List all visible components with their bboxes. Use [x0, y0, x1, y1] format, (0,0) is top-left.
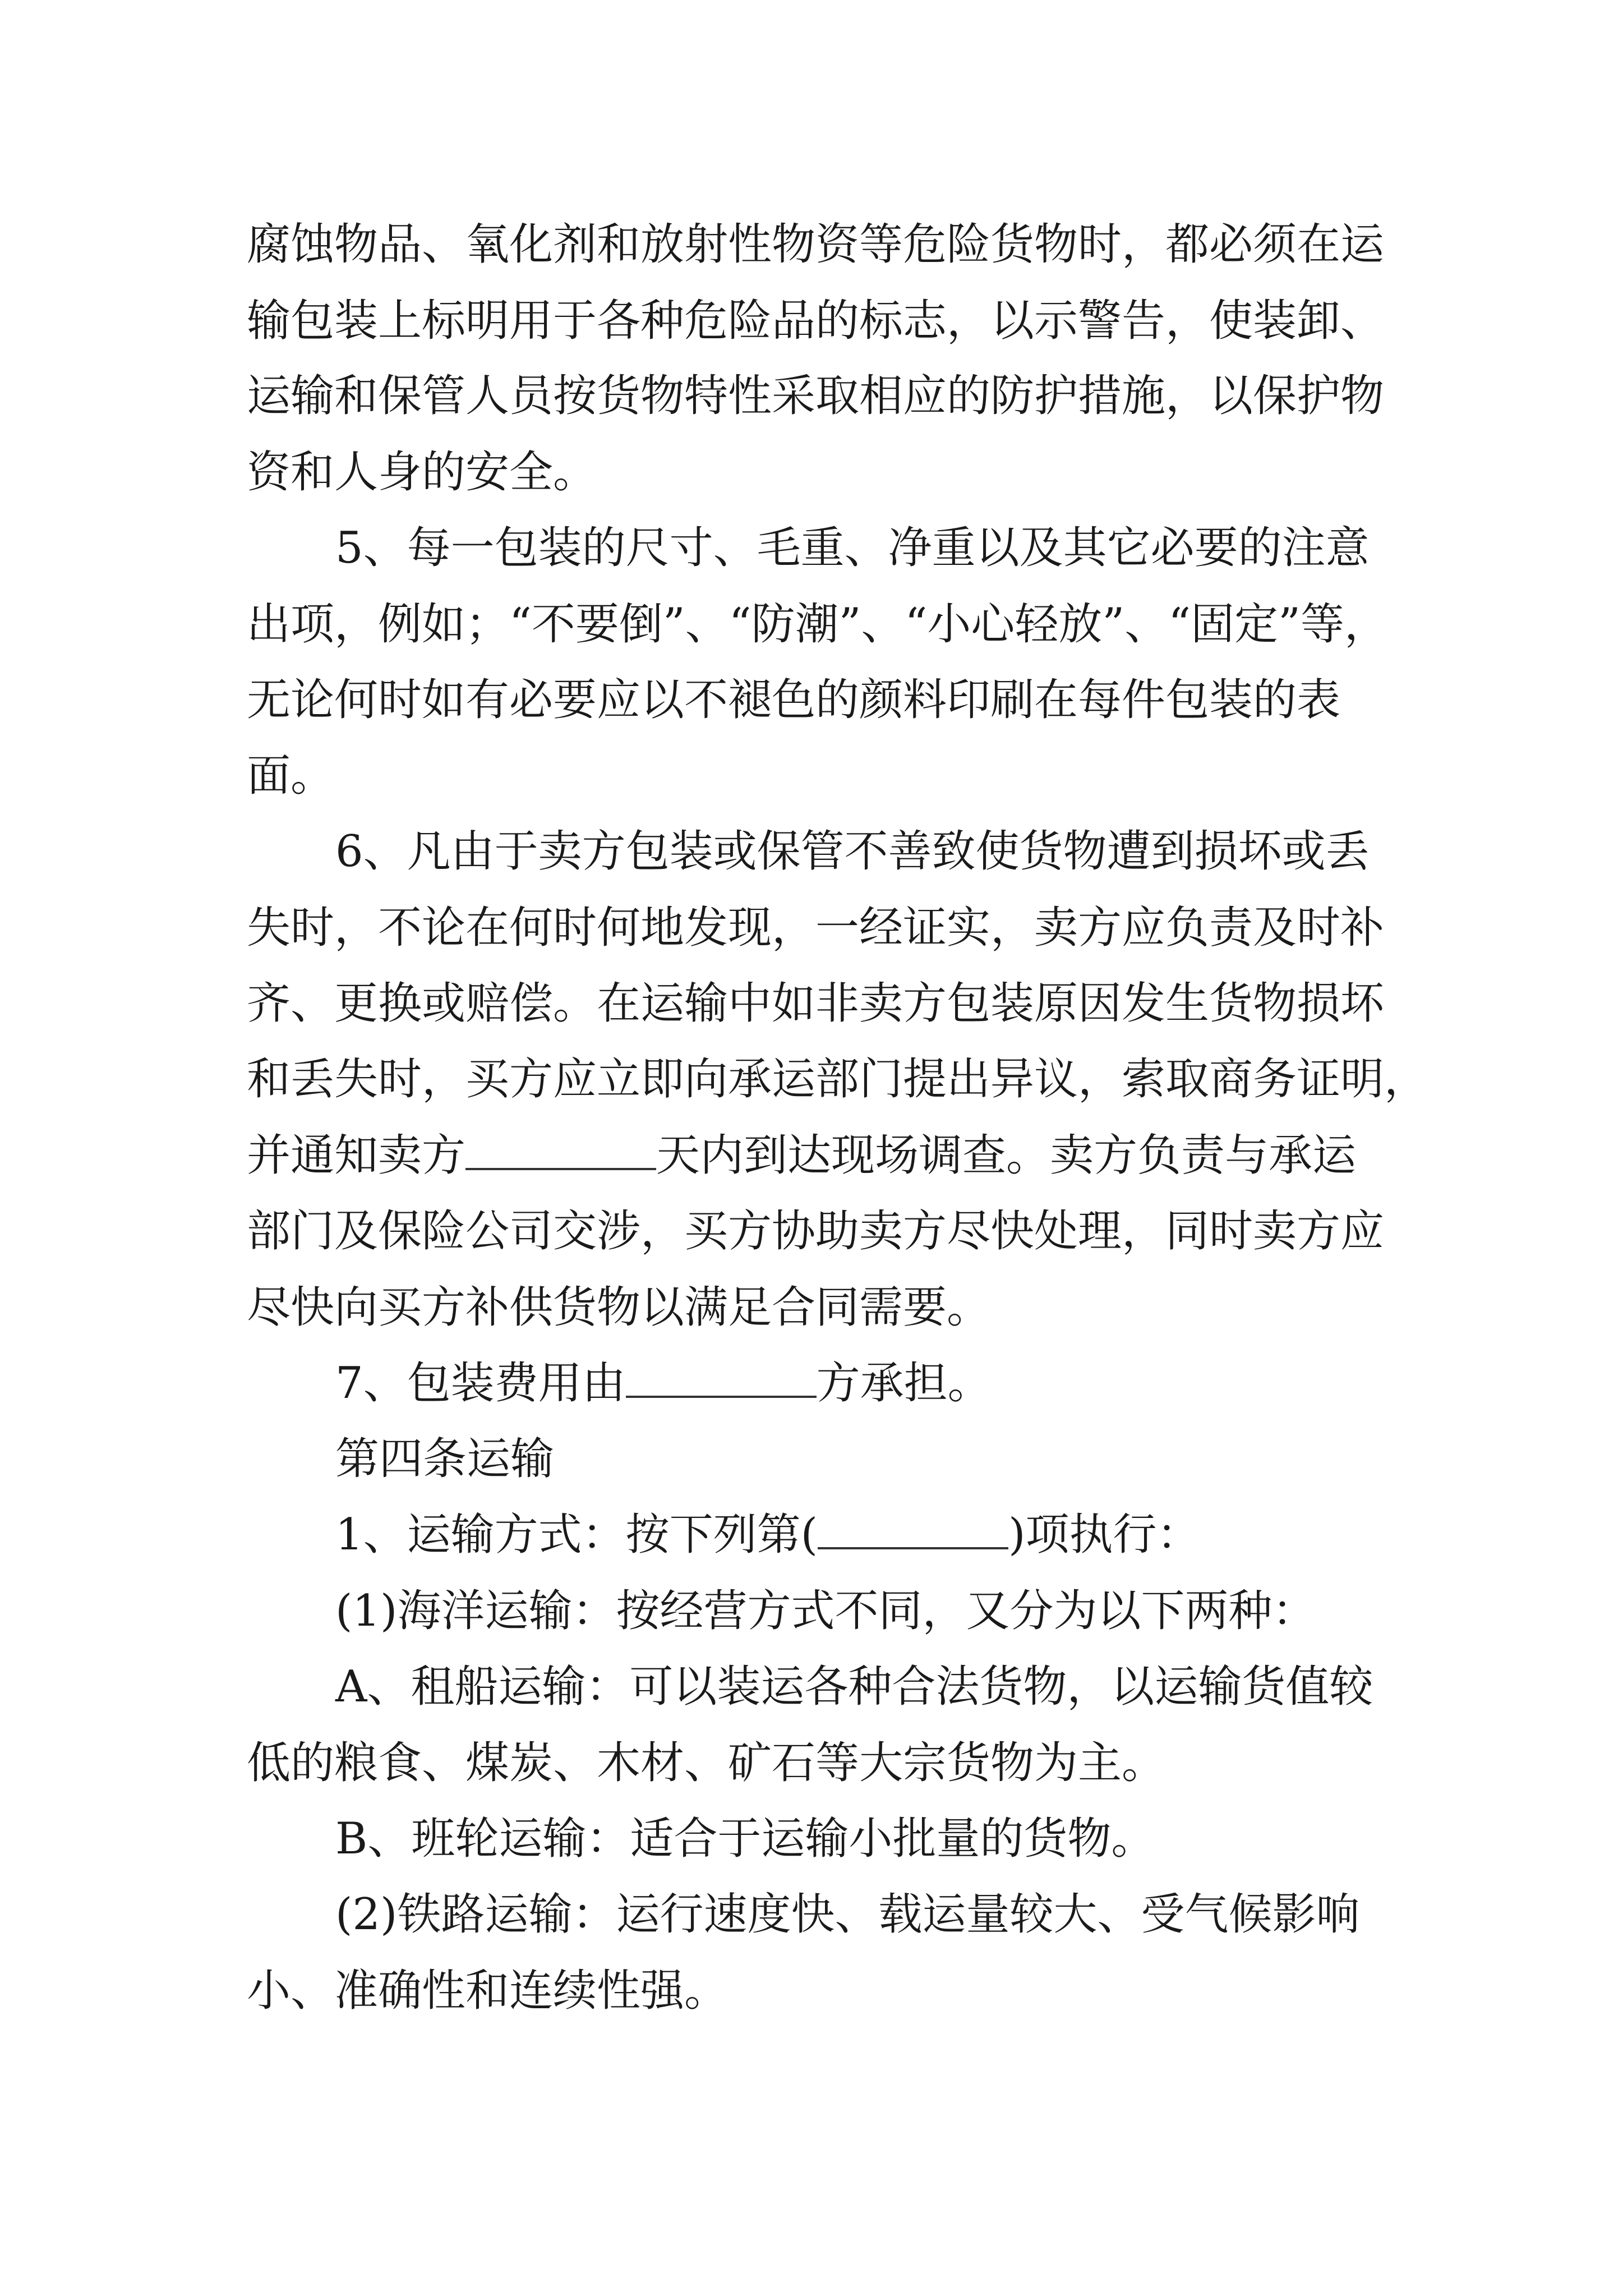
text-line: 腐蚀物品、氧化剂和放射性物资等危险货物时，都必须在运 [247, 219, 1385, 270]
text-line: 面。 [247, 751, 335, 801]
fill-in-blank [818, 1510, 1008, 1549]
text-line: 尽快向买方补供货物以满足合同需要。 [247, 1282, 991, 1333]
fill-in-blank [626, 1359, 817, 1398]
text-line: 资和人身的安全。 [247, 447, 597, 498]
text-line: B、班轮运输：适合于运输小批量的货物。 [335, 1814, 1155, 1864]
text-line-with-blank [247, 1125, 1356, 1186]
text-segment: 7、包装费用由 [335, 1358, 626, 1409]
text-line: 运输和保管人员按货物特性采取相应的防护措施，以保护物 [247, 371, 1385, 421]
text-segment: 方承担。 [816, 1358, 992, 1409]
text-line: 低的粮食、煤炭、木材、矿石等大宗货物为主。 [247, 1738, 1166, 1788]
text-line: A、租船运输：可以装运各种合法货物，以运输货值较 [335, 1662, 1373, 1712]
text-line: 部门及保险公司交涉，买方协助卖方尽快处理，同时卖方应 [247, 1206, 1385, 1257]
text-line: (2)铁路运输：运行速度快、载运量较大、受气候影响 [335, 1889, 1360, 1940]
fill-in-blank [465, 1131, 656, 1170]
text-line: 6、凡由于卖方包装或保管不善致使货物遭到损坏或丢 [335, 826, 1370, 877]
text-line: (1)海洋运输：按经营方式不同，又分为以下两种： [335, 1586, 1316, 1636]
text-line: 无论何时如有必要应以不褪色的颜料印刷在每件包装的表 [247, 675, 1341, 725]
text-line: 失时，不论在何时何地发现，一经证实，卖方应负责及时补 [247, 903, 1385, 953]
text-line-with-blank [335, 1504, 1201, 1566]
text-line: 输包装上标明用于各种危险品的标志，以示警告，使装卸、 [247, 296, 1385, 346]
text-line: 齐、更换或赔偿。在运输中如非卖方包装原因发生货物损坏 [247, 978, 1385, 1029]
text-segment: )项执行： [1008, 1510, 1201, 1560]
text-line: 5、每一包装的尺寸、毛重、净重以及其它必要的注意 [335, 523, 1370, 573]
text-segment: 天内到达现场调查。卖方负责与承运 [656, 1130, 1357, 1181]
text-line-with-blank [335, 1352, 992, 1414]
text-segment: 1、运输方式：按下列第( [335, 1510, 818, 1560]
text-line: 和丢失时，买方应立即向承运部门提出异议，索取商务证明， [247, 1054, 1428, 1105]
text-segment: 并通知卖方 [247, 1130, 466, 1181]
section-heading: 第四条运输 [335, 1434, 555, 1484]
text-line: 出项，例如；“不要倒”、“防潮”、“小心轻放”、“固定”等， [247, 599, 1389, 650]
text-line: 小、准确性和连续性强。 [247, 1966, 728, 2016]
